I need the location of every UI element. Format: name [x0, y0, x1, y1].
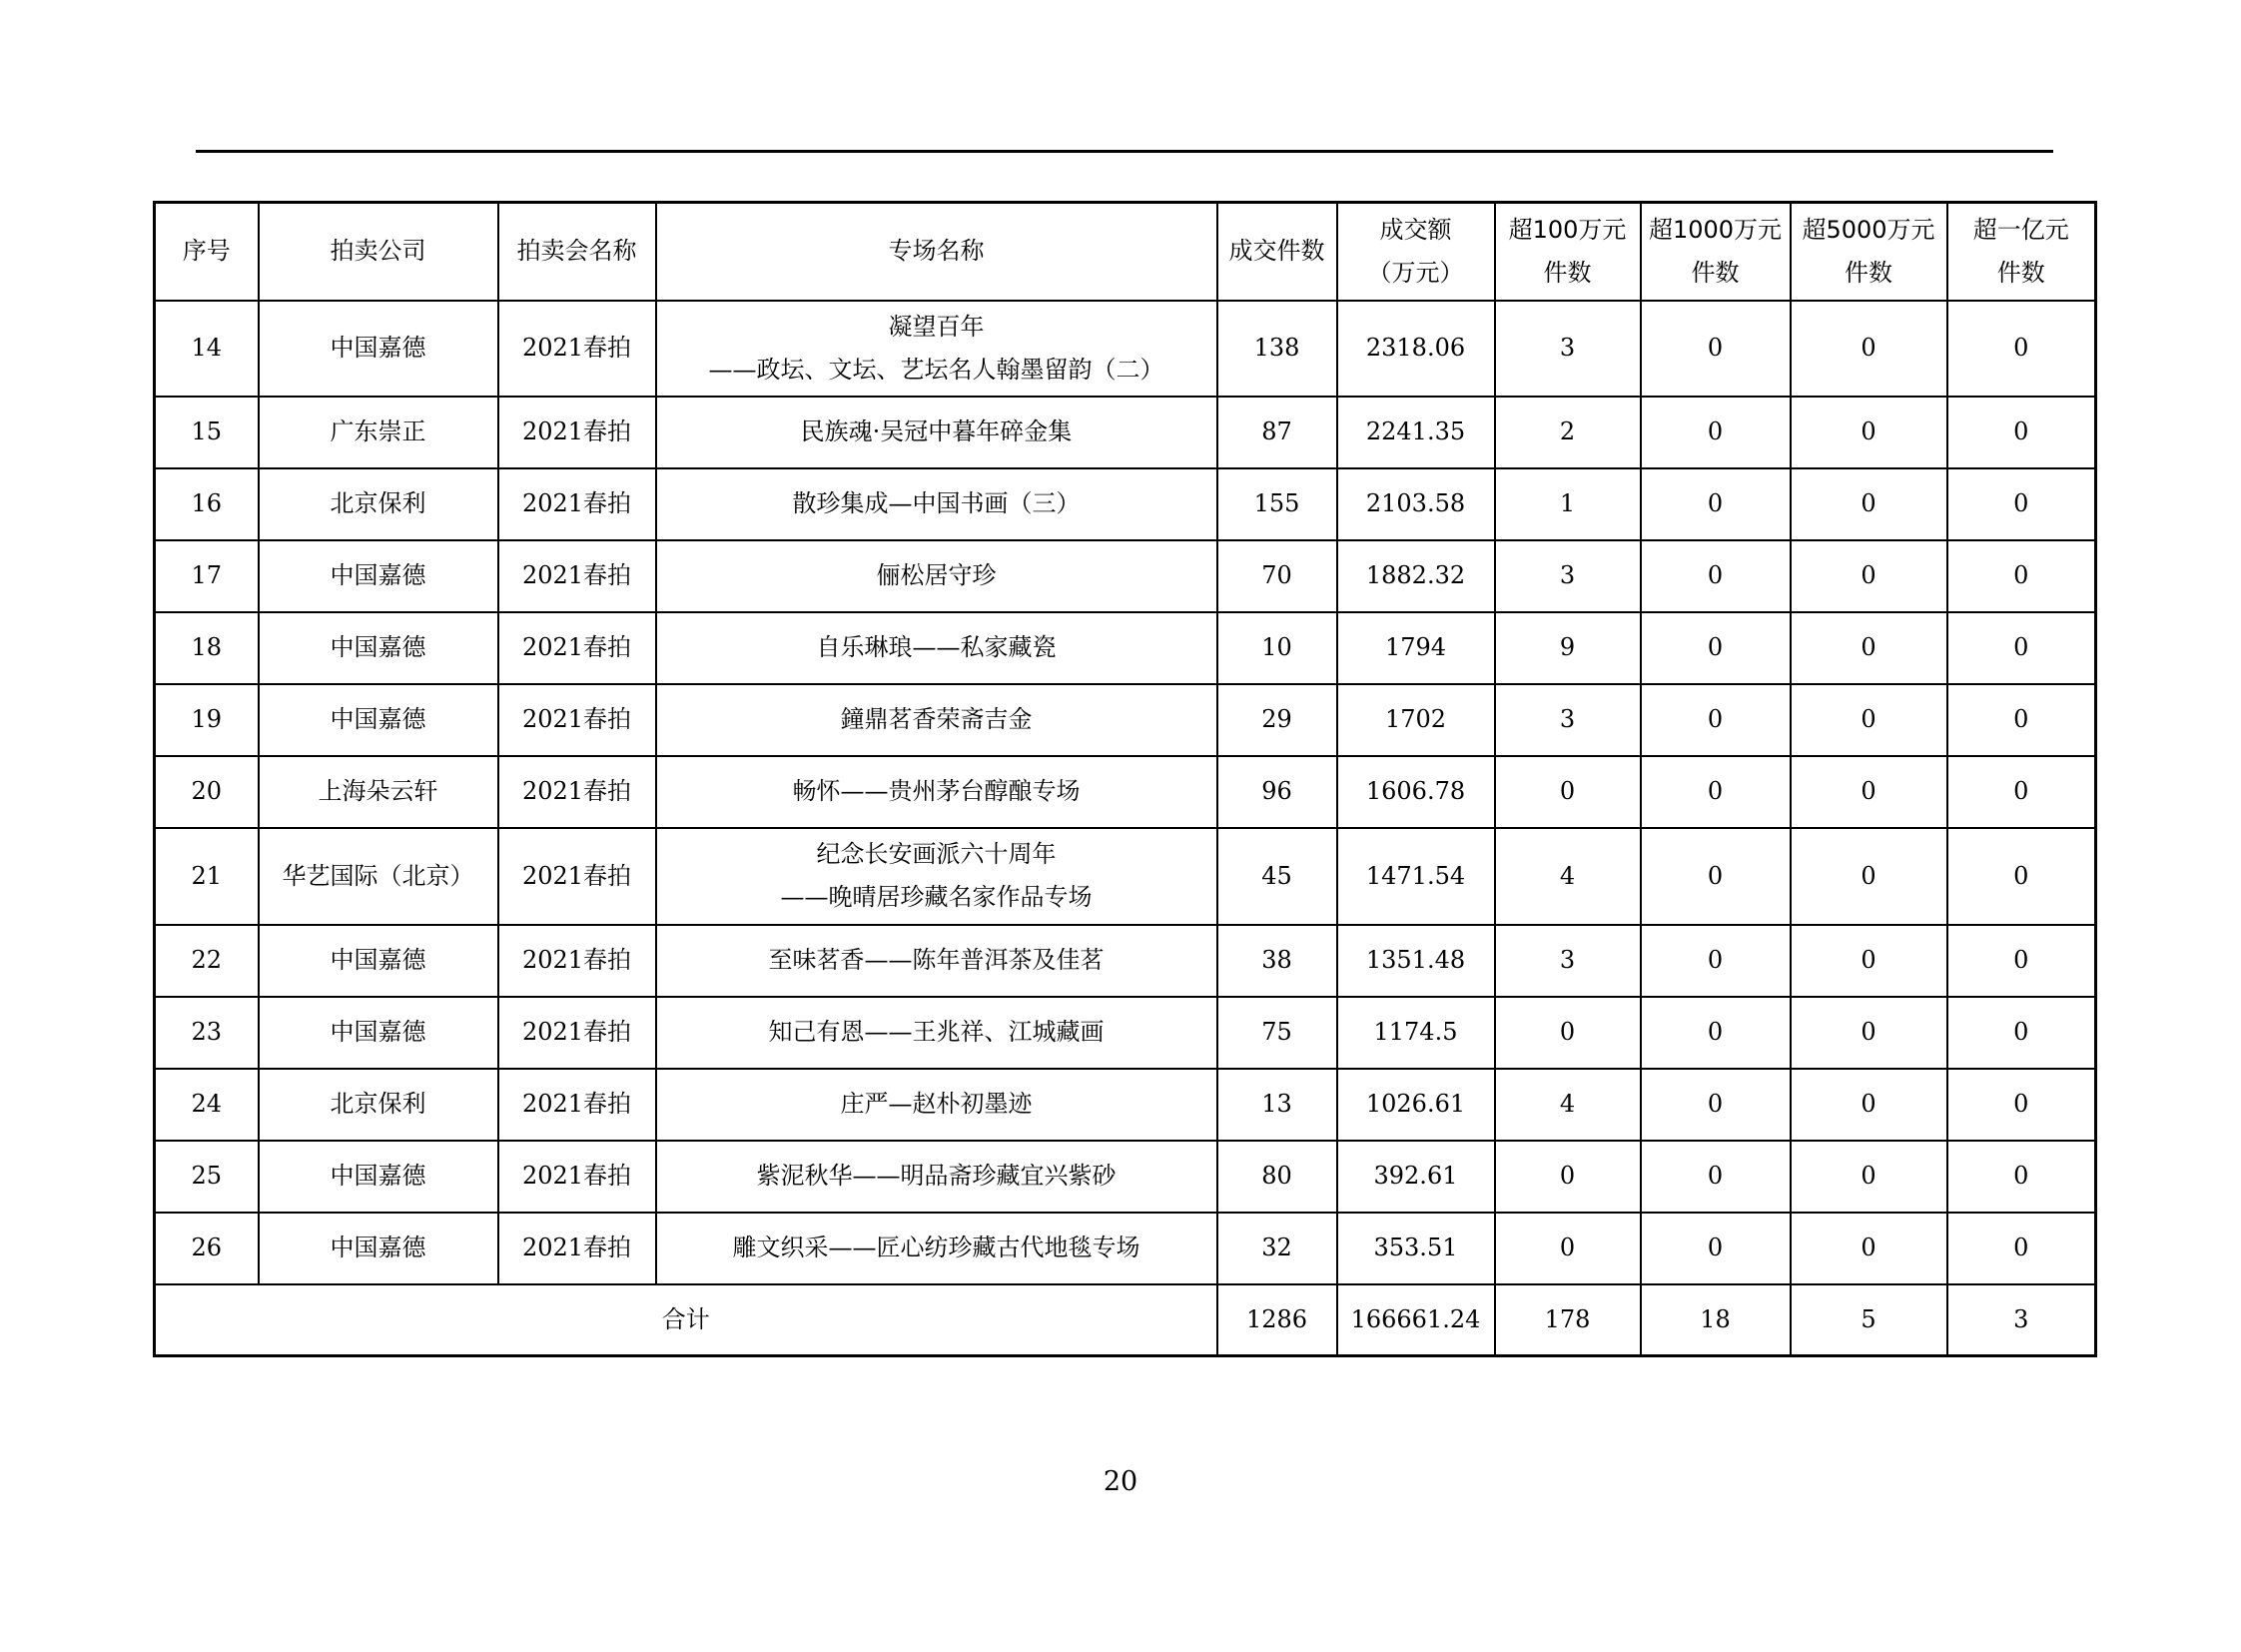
table-row	[155, 828, 2096, 925]
cell-session-name: 散珍集成—中国书画（三）	[656, 468, 1217, 540]
cell-over-1m: 2	[1495, 397, 1641, 468]
cell-index: 23	[155, 997, 259, 1069]
cell-over-100m: 0	[1947, 1213, 2096, 1284]
cell-turnover: 2318.06	[1337, 301, 1495, 397]
cell-auction-name: 2021春拍	[498, 925, 656, 997]
cell-over-50m: 0	[1791, 301, 1947, 397]
cell-over-50m: 0	[1791, 612, 1947, 684]
cell-company: 华艺国际（北京）	[259, 828, 498, 925]
total-over-1m: 178	[1495, 1284, 1641, 1356]
cell-over-50m: 0	[1791, 540, 1947, 612]
cell-company: 中国嘉德	[259, 1213, 498, 1284]
table-row	[155, 397, 2096, 468]
cell-lots-sold: 10	[1217, 612, 1337, 684]
header-over-10m: 超1000万元 件数	[1641, 203, 1791, 301]
cell-company: 中国嘉德	[259, 684, 498, 756]
cell-lots-sold: 13	[1217, 1069, 1337, 1141]
cell-over-50m: 0	[1791, 925, 1947, 997]
cell-session-name: 俪松居守珍	[656, 540, 1217, 612]
cell-over-10m: 0	[1641, 828, 1791, 925]
cell-over-1m: 3	[1495, 925, 1641, 997]
cell-session-name: 民族魂·吴冠中暮年碎金集	[656, 397, 1217, 468]
cell-auction-name: 2021春拍	[498, 612, 656, 684]
cell-auction-name: 2021春拍	[498, 540, 656, 612]
cell-over-50m: 0	[1791, 1069, 1947, 1141]
cell-index: 15	[155, 397, 259, 468]
cell-session-name: 纪念长安画派六十周年 ——晚晴居珍藏名家作品专场	[656, 828, 1217, 925]
cell-company: 北京保利	[259, 1069, 498, 1141]
cell-session-name: 鐘鼎茗香荣斋吉金	[656, 684, 1217, 756]
cell-over-100m: 0	[1947, 540, 2096, 612]
total-over-100m: 3	[1947, 1284, 2096, 1356]
cell-over-1m: 4	[1495, 1069, 1641, 1141]
cell-index: 16	[155, 468, 259, 540]
cell-session-name: 凝望百年 ——政坛、文坛、艺坛名人翰墨留韵（二）	[656, 301, 1217, 397]
cell-over-1m: 3	[1495, 540, 1641, 612]
table-row	[155, 1069, 2096, 1141]
cell-over-10m: 0	[1641, 925, 1791, 997]
cell-auction-name: 2021春拍	[498, 397, 656, 468]
table-row	[155, 925, 2096, 997]
table-row	[155, 684, 2096, 756]
cell-index: 21	[155, 828, 259, 925]
cell-over-100m: 0	[1947, 1069, 2096, 1141]
cell-turnover: 1606.78	[1337, 756, 1495, 828]
auction-table	[153, 201, 2097, 1357]
cell-session-name: 畅怀——贵州茅台醇酿专场	[656, 756, 1217, 828]
header-over-50m: 超5000万元 件数	[1791, 203, 1947, 301]
cell-company: 中国嘉德	[259, 925, 498, 997]
cell-lots-sold: 75	[1217, 997, 1337, 1069]
cell-auction-name: 2021春拍	[498, 1213, 656, 1284]
cell-turnover: 1794	[1337, 612, 1495, 684]
cell-auction-name: 2021春拍	[498, 756, 656, 828]
cell-over-50m: 0	[1791, 828, 1947, 925]
header-session-name: 专场名称	[656, 203, 1217, 301]
cell-auction-name: 2021春拍	[498, 997, 656, 1069]
header-over-1m: 超100万元 件数	[1495, 203, 1641, 301]
cell-over-50m: 0	[1791, 468, 1947, 540]
cell-over-1m: 9	[1495, 612, 1641, 684]
cell-session-name: 至味茗香——陈年普洱茶及佳茗	[656, 925, 1217, 997]
cell-session-name: 紫泥秋华——明品斋珍藏宜兴紫砂	[656, 1141, 1217, 1213]
cell-over-10m: 0	[1641, 1141, 1791, 1213]
cell-auction-name: 2021春拍	[498, 1141, 656, 1213]
cell-over-100m: 0	[1947, 397, 2096, 468]
cell-index: 25	[155, 1141, 259, 1213]
cell-over-1m: 0	[1495, 756, 1641, 828]
header-index: 序号	[155, 203, 259, 301]
cell-session-name: 自乐琳琅——私家藏瓷	[656, 612, 1217, 684]
cell-over-10m: 0	[1641, 612, 1791, 684]
cell-auction-name: 2021春拍	[498, 1069, 656, 1141]
header-rule	[196, 150, 2053, 153]
table-row	[155, 468, 2096, 540]
cell-over-100m: 0	[1947, 684, 2096, 756]
header-turnover: 成交额 （万元）	[1337, 203, 1495, 301]
cell-company: 上海朵云轩	[259, 756, 498, 828]
cell-company: 中国嘉德	[259, 301, 498, 397]
table-row	[155, 1213, 2096, 1284]
table-row	[155, 1141, 2096, 1213]
cell-over-1m: 0	[1495, 1141, 1641, 1213]
cell-over-100m: 0	[1947, 997, 2096, 1069]
cell-over-10m: 0	[1641, 756, 1791, 828]
cell-auction-name: 2021春拍	[498, 301, 656, 397]
cell-over-10m: 0	[1641, 1213, 1791, 1284]
total-over-50m: 5	[1791, 1284, 1947, 1356]
cell-over-10m: 0	[1641, 1069, 1791, 1141]
cell-over-50m: 0	[1791, 1213, 1947, 1284]
header-over-100m: 超一亿元 件数	[1947, 203, 2096, 301]
table-row	[155, 756, 2096, 828]
cell-index: 18	[155, 612, 259, 684]
cell-session-name: 知己有恩——王兆祥、江城藏画	[656, 997, 1217, 1069]
table-header-row	[155, 203, 2096, 301]
cell-over-100m: 0	[1947, 756, 2096, 828]
cell-over-50m: 0	[1791, 756, 1947, 828]
cell-lots-sold: 96	[1217, 756, 1337, 828]
cell-over-100m: 0	[1947, 1141, 2096, 1213]
page-number: 20	[1103, 1466, 1138, 1497]
table-row	[155, 540, 2096, 612]
cell-auction-name: 2021春拍	[498, 468, 656, 540]
cell-turnover: 2241.35	[1337, 397, 1495, 468]
cell-over-1m: 4	[1495, 828, 1641, 925]
header-auction-name: 拍卖会名称	[498, 203, 656, 301]
cell-turnover: 1026.61	[1337, 1069, 1495, 1141]
cell-index: 26	[155, 1213, 259, 1284]
cell-lots-sold: 38	[1217, 925, 1337, 997]
cell-auction-name: 2021春拍	[498, 684, 656, 756]
cell-session-name: 雕文织采——匠心纺珍藏古代地毯专场	[656, 1213, 1217, 1284]
cell-over-1m: 0	[1495, 997, 1641, 1069]
cell-lots-sold: 155	[1217, 468, 1337, 540]
cell-company: 中国嘉德	[259, 997, 498, 1069]
cell-over-100m: 0	[1947, 828, 2096, 925]
total-lots-sold: 1286	[1217, 1284, 1337, 1356]
cell-lots-sold: 70	[1217, 540, 1337, 612]
cell-turnover: 1174.5	[1337, 997, 1495, 1069]
table-row	[155, 612, 2096, 684]
total-turnover: 166661.24	[1337, 1284, 1495, 1356]
cell-turnover: 2103.58	[1337, 468, 1495, 540]
cell-turnover: 1882.32	[1337, 540, 1495, 612]
cell-lots-sold: 138	[1217, 301, 1337, 397]
cell-lots-sold: 87	[1217, 397, 1337, 468]
cell-lots-sold: 45	[1217, 828, 1337, 925]
total-row	[155, 1284, 2096, 1356]
cell-company: 中国嘉德	[259, 612, 498, 684]
cell-over-10m: 0	[1641, 540, 1791, 612]
cell-over-10m: 0	[1641, 397, 1791, 468]
cell-company: 北京保利	[259, 468, 498, 540]
cell-over-50m: 0	[1791, 684, 1947, 756]
cell-over-1m: 3	[1495, 684, 1641, 756]
cell-lots-sold: 32	[1217, 1213, 1337, 1284]
cell-index: 22	[155, 925, 259, 997]
cell-over-100m: 0	[1947, 925, 2096, 997]
header-company: 拍卖公司	[259, 203, 498, 301]
cell-over-100m: 0	[1947, 301, 2096, 397]
cell-over-1m: 0	[1495, 1213, 1641, 1284]
cell-turnover: 1471.54	[1337, 828, 1495, 925]
cell-turnover: 1351.48	[1337, 925, 1495, 997]
cell-over-50m: 0	[1791, 997, 1947, 1069]
header-lots-sold: 成交件数	[1217, 203, 1337, 301]
cell-over-100m: 0	[1947, 468, 2096, 540]
cell-over-10m: 0	[1641, 301, 1791, 397]
cell-lots-sold: 29	[1217, 684, 1337, 756]
cell-over-50m: 0	[1791, 397, 1947, 468]
cell-lots-sold: 80	[1217, 1141, 1337, 1213]
cell-over-10m: 0	[1641, 997, 1791, 1069]
cell-over-50m: 0	[1791, 1141, 1947, 1213]
table-row	[155, 997, 2096, 1069]
cell-index: 19	[155, 684, 259, 756]
table-row	[155, 301, 2096, 397]
cell-index: 14	[155, 301, 259, 397]
total-over-10m: 18	[1641, 1284, 1791, 1356]
cell-index: 17	[155, 540, 259, 612]
cell-over-1m: 1	[1495, 468, 1641, 540]
cell-index: 24	[155, 1069, 259, 1141]
total-label: 合计	[155, 1284, 1217, 1356]
cell-turnover: 392.61	[1337, 1141, 1495, 1213]
cell-over-100m: 0	[1947, 612, 2096, 684]
cell-index: 20	[155, 756, 259, 828]
cell-company: 中国嘉德	[259, 1141, 498, 1213]
cell-auction-name: 2021春拍	[498, 828, 656, 925]
cell-session-name: 庄严—赵朴初墨迹	[656, 1069, 1217, 1141]
cell-turnover: 353.51	[1337, 1213, 1495, 1284]
cell-company: 广东崇正	[259, 397, 498, 468]
cell-over-10m: 0	[1641, 468, 1791, 540]
cell-over-1m: 3	[1495, 301, 1641, 397]
cell-over-10m: 0	[1641, 684, 1791, 756]
cell-company: 中国嘉德	[259, 540, 498, 612]
cell-turnover: 1702	[1337, 684, 1495, 756]
